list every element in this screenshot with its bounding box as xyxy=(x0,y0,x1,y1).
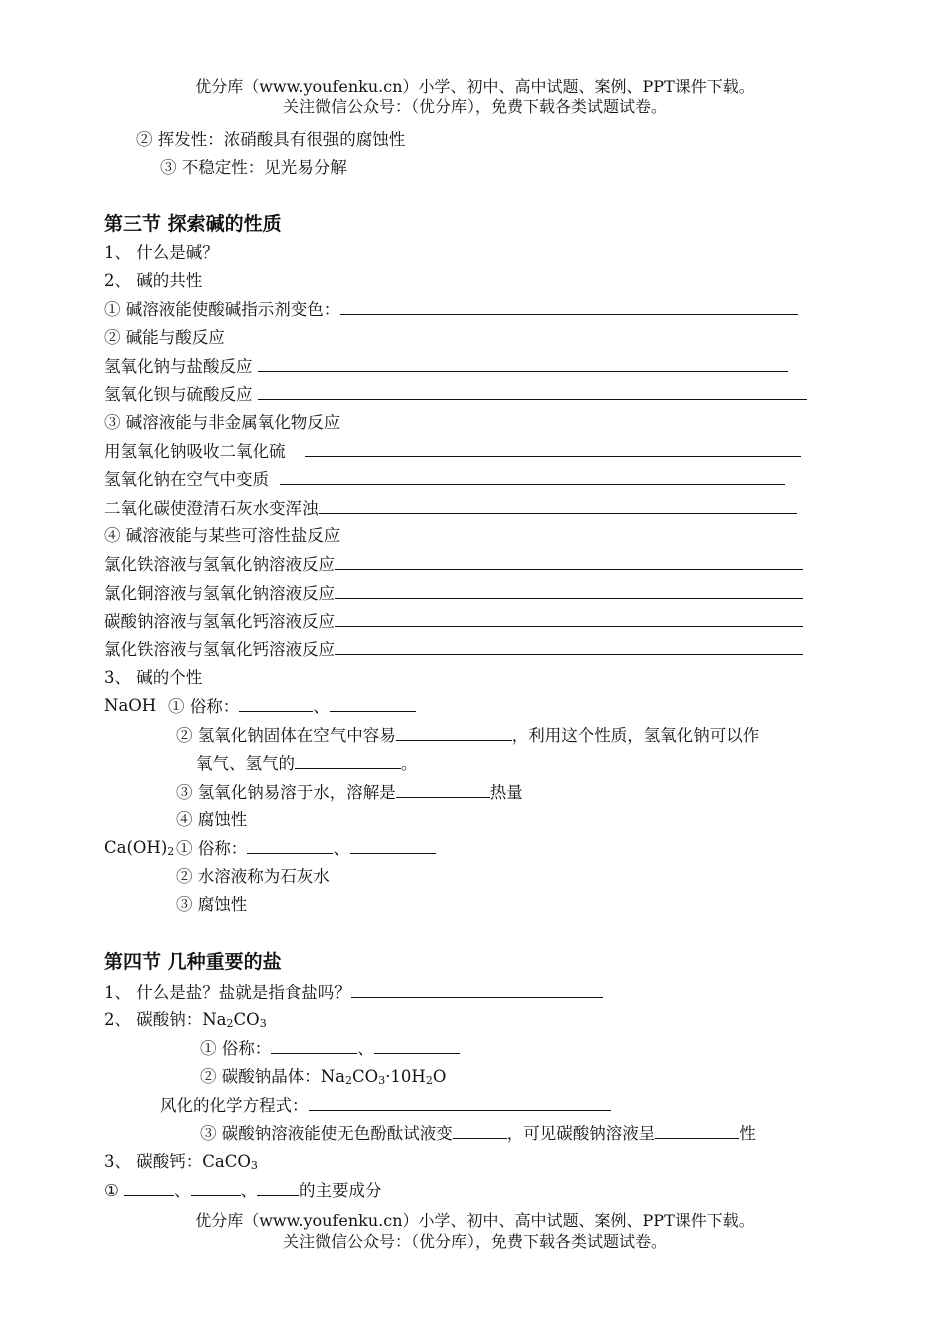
formula-part: O xyxy=(432,1067,447,1086)
answer-blank[interactable] xyxy=(335,553,803,570)
naoh-dissolution-text: ③ 氢氧化钠易溶于水，溶解是 xyxy=(176,783,396,802)
na2co3-common-names-text: ① 俗称： xyxy=(200,1039,272,1058)
s3-r-naoh-hcl-text: 氢氧化钠与盐酸反应 xyxy=(104,357,253,376)
naoh-common-names xyxy=(168,695,416,718)
na2co3-crystal-text: ② 碳酸钠晶体：Na xyxy=(200,1067,346,1086)
caco3-components xyxy=(104,1179,382,1202)
naoh-drying-agent xyxy=(196,752,418,775)
period: 。 xyxy=(401,754,418,773)
answer-blank[interactable] xyxy=(258,383,807,400)
caoh-limewater: ② 水溶液称为石灰水 xyxy=(176,867,330,886)
answer-blank[interactable] xyxy=(396,724,512,741)
separator-comma: 、 xyxy=(313,697,330,716)
subscript: 3 xyxy=(378,1074,386,1087)
na2co3-crystal xyxy=(200,1066,446,1088)
footer-line-2: 关注微信公众号：（优分库），免费下载各类试题试卷。 xyxy=(282,1232,667,1251)
answer-blank[interactable] xyxy=(335,610,803,627)
caoh-common-names xyxy=(176,837,436,860)
s3-c3: ③ 碱溶液能与非金属氧化物反应 xyxy=(104,413,341,432)
weathering-equation xyxy=(160,1094,611,1117)
s3-r-air-text: 氢氧化钠在空气中变质 xyxy=(104,470,269,489)
weathering-equation-text: 风化的化学方程式： xyxy=(160,1096,309,1115)
s3-r-baoh-h2so4 xyxy=(104,383,807,406)
separator-comma: 、 xyxy=(240,1181,258,1200)
answer-blank[interactable] xyxy=(351,981,603,998)
caoh-formula: Ca(OH) xyxy=(104,838,168,857)
s3-r-air xyxy=(104,468,785,491)
s4-q1-text: 1、 什么是盐？盐就是指食盐吗？ xyxy=(104,983,351,1002)
answer-blank[interactable] xyxy=(319,497,797,514)
answer-blank[interactable] xyxy=(396,781,490,798)
naoh-dissolution xyxy=(176,781,523,804)
s4-q2-text: 2、 碳酸钠：Na xyxy=(104,1010,227,1029)
formula-part: CO xyxy=(233,1010,260,1029)
volatility-line: ② 挥发性：浓硝酸具有很强的腐蚀性 xyxy=(136,130,406,149)
answer-blank[interactable] xyxy=(258,355,788,372)
formula-part: ·10H xyxy=(385,1067,426,1086)
s3-r-cucl2-naoh-text: 氯化铜溶液与氢氧化钠溶液反应 xyxy=(104,584,335,603)
naoh-drying-agent-text: 氧气、氢气的 xyxy=(196,754,295,773)
s4-q1 xyxy=(104,981,603,1004)
answer-blank[interactable] xyxy=(655,1122,739,1139)
s3-r-co2 xyxy=(104,497,797,520)
s4-q3-text: 3、 碳酸钙：CaCO xyxy=(104,1152,251,1171)
formula-part: CO xyxy=(352,1067,379,1086)
answer-blank[interactable] xyxy=(350,837,436,854)
answer-blank[interactable] xyxy=(247,837,333,854)
caoh-label xyxy=(104,837,174,859)
naoh-deliquescence-text-1: ② 氢氧化钠固体在空气中容易 xyxy=(176,726,396,745)
answer-blank[interactable] xyxy=(453,1122,507,1139)
s3-q1: 1、 什么是碱？ xyxy=(104,243,219,262)
section4-title: 第四节 几种重要的盐 xyxy=(104,951,282,973)
s3-r-so2-text: 用氢氧化钠吸收二氧化硫 xyxy=(104,442,286,461)
subscript: 2 xyxy=(345,1074,353,1087)
caco3-marker: ① xyxy=(104,1181,125,1200)
s3-r-na2co3-caoh xyxy=(104,610,803,633)
naoh-common-names-text: ① 俗称： xyxy=(168,697,240,716)
header-line-1: 优分库（www.youfenku.cn）小学、初中、高中试题、案例、PPT课件下载。 xyxy=(195,77,755,96)
subscript: 2 xyxy=(226,1017,234,1030)
naoh-deliquescence xyxy=(176,724,759,747)
s3-q2: 2、 碱的共性 xyxy=(104,271,203,290)
header-line-2: 关注微信公众号：（优分库），免费下载各类试题试卷。 xyxy=(282,97,667,116)
na2co3-phenolphthalein-text-2: ，可见碳酸钠溶液呈 xyxy=(506,1124,656,1143)
answer-blank[interactable] xyxy=(335,638,803,655)
answer-blank[interactable] xyxy=(374,1037,460,1054)
s3-q3: 3、 碱的个性 xyxy=(104,668,203,687)
separator-comma: 、 xyxy=(357,1039,374,1058)
s3-r-fecl3-caoh-text: 氯化铁溶液与氢氧化钙溶液反应 xyxy=(104,640,335,659)
s3-r-baoh-h2so4-text: 氢氧化钡与硫酸反应 xyxy=(104,385,253,404)
answer-blank[interactable] xyxy=(239,695,313,712)
caco3-components-text: 的主要成分 xyxy=(299,1181,382,1200)
s3-c1-text: ① 碱溶液能使酸碱指示剂变色： xyxy=(104,300,341,319)
naoh-deliquescence-text-2: ，利用这个性质，氢氧化钠可以作 xyxy=(511,726,760,745)
caoh-common-names-text: ① 俗称： xyxy=(176,839,248,858)
naoh-corrosive: ④ 腐蚀性 xyxy=(176,810,248,829)
s3-r-co2-text: 二氧化碳使澄清石灰水变浑浊 xyxy=(104,499,319,518)
na2co3-common-names xyxy=(200,1037,460,1060)
answer-blank[interactable] xyxy=(330,695,416,712)
s3-c2: ② 碱能与酸反应 xyxy=(104,328,225,347)
s3-r-fecl3-naoh xyxy=(104,553,803,576)
naoh-dissolution-suffix: 热量 xyxy=(489,783,523,802)
s3-r-fecl3-caoh xyxy=(104,638,803,661)
answer-blank[interactable] xyxy=(305,440,801,457)
separator-comma: 、 xyxy=(174,1181,191,1200)
answer-blank[interactable] xyxy=(271,1037,357,1054)
subscript: 2 xyxy=(167,845,175,858)
answer-blank[interactable] xyxy=(295,752,401,769)
answer-blank[interactable] xyxy=(124,1179,174,1196)
caoh-corrosive: ③ 腐蚀性 xyxy=(176,895,248,914)
subscript: 3 xyxy=(259,1017,267,1030)
s3-r-fecl3-naoh-text: 氯化铁溶液与氢氧化钠溶液反应 xyxy=(104,555,335,574)
s4-q2 xyxy=(104,1009,267,1031)
subscript: 3 xyxy=(250,1159,258,1172)
naoh-label: NaOH xyxy=(104,696,157,715)
answer-blank[interactable] xyxy=(309,1094,611,1111)
s3-r-cucl2-naoh xyxy=(104,582,803,605)
footer-line-1: 优分库（www.youfenku.cn）小学、初中、高中试题、案例、PPT课件下载。 xyxy=(195,1211,755,1230)
s3-r-naoh-hcl xyxy=(104,355,788,378)
subscript: 2 xyxy=(425,1074,433,1087)
na2co3-phenolphthalein-text-1: ③ 碳酸钠溶液能使无色酚酞试液变 xyxy=(200,1124,453,1143)
s3-r-so2 xyxy=(104,440,801,463)
na2co3-phenolphthalein-text-3: 性 xyxy=(739,1124,756,1143)
separator-comma: 、 xyxy=(333,839,350,858)
s3-c1 xyxy=(104,298,798,321)
answer-blank[interactable] xyxy=(280,468,785,485)
answer-blank[interactable] xyxy=(335,582,803,599)
instability-line: ③ 不稳定性：见光易分解 xyxy=(160,158,347,177)
s4-q3 xyxy=(104,1151,258,1173)
answer-blank[interactable] xyxy=(257,1179,299,1196)
s3-c4: ④ 碱溶液能与某些可溶性盐反应 xyxy=(104,526,341,545)
answer-blank[interactable] xyxy=(191,1179,241,1196)
na2co3-phenolphthalein xyxy=(200,1122,756,1145)
section3-title: 第三节 探索碱的性质 xyxy=(104,213,282,235)
s3-r-na2co3-caoh-text: 碳酸钠溶液与氢氧化钙溶液反应 xyxy=(104,612,335,631)
answer-blank[interactable] xyxy=(340,298,798,315)
